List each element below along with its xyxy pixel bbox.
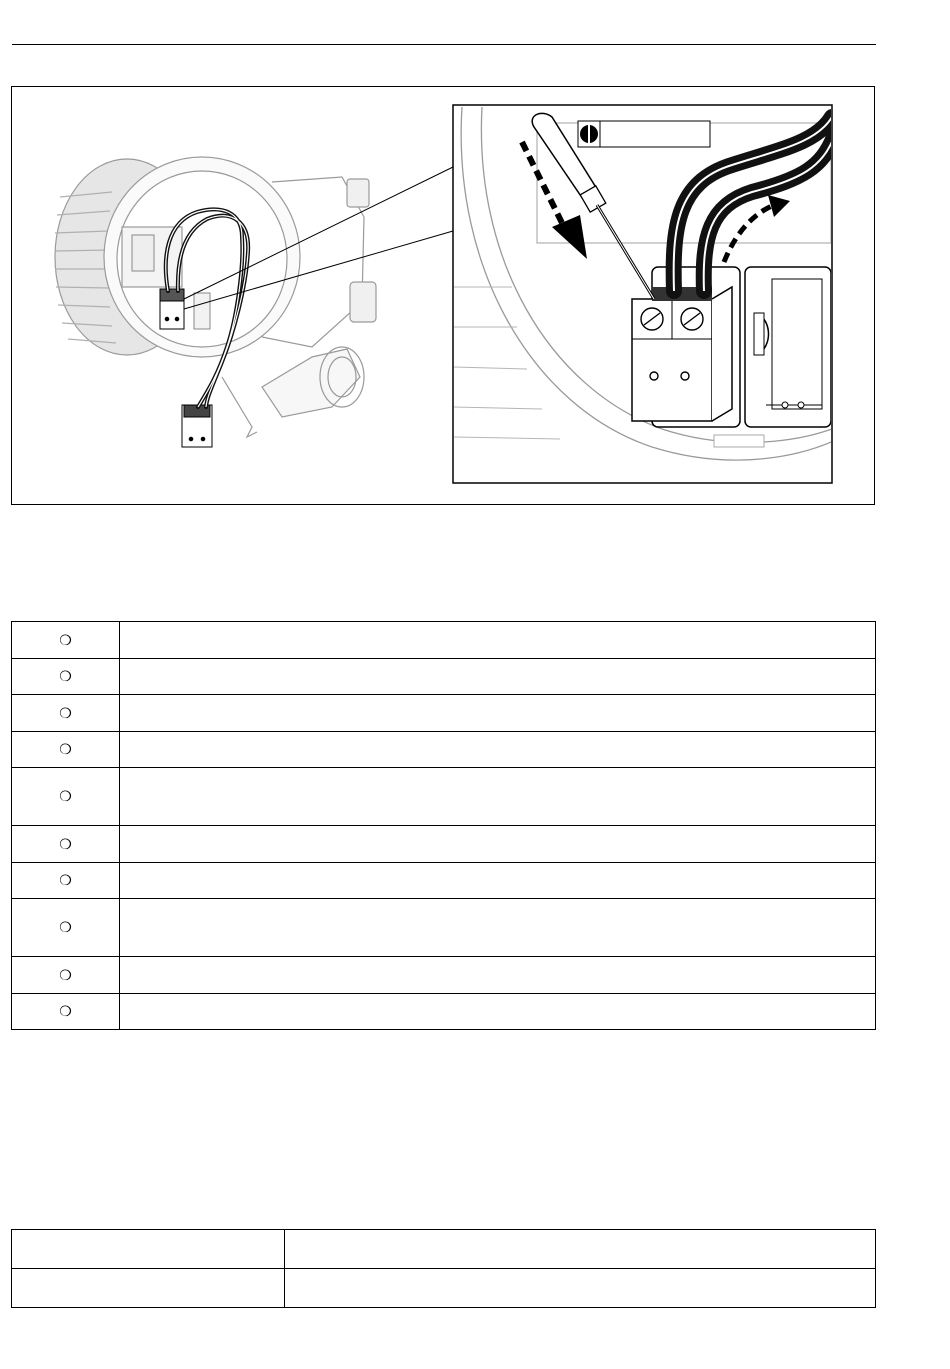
table-row bbox=[12, 826, 876, 863]
table-row bbox=[12, 622, 876, 659]
header-rule bbox=[12, 44, 876, 45]
table-cell bbox=[12, 1230, 285, 1269]
check-circle-icon[interactable]: ❍ bbox=[12, 732, 120, 768]
table-row bbox=[12, 732, 876, 768]
table-row bbox=[12, 1269, 876, 1308]
table-row bbox=[12, 994, 876, 1030]
check-circle-icon[interactable]: ❍ bbox=[12, 863, 120, 899]
checklist-text bbox=[120, 957, 876, 994]
zoom-detail bbox=[453, 105, 842, 483]
table-cell bbox=[285, 1230, 876, 1269]
checklist-text bbox=[120, 659, 876, 695]
wiring-illustration bbox=[12, 87, 876, 506]
checklist-text bbox=[120, 732, 876, 768]
terminal-block-loose bbox=[182, 405, 212, 447]
checklist-text bbox=[120, 622, 876, 659]
table-row bbox=[12, 899, 876, 957]
checklist-text bbox=[120, 826, 876, 863]
check-circle-icon[interactable]: ❍ bbox=[12, 994, 120, 1030]
table-row bbox=[12, 659, 876, 695]
info-table bbox=[11, 1229, 876, 1308]
table-row bbox=[12, 768, 876, 826]
check-circle-icon[interactable]: ❍ bbox=[12, 957, 120, 994]
check-circle-icon[interactable]: ❍ bbox=[12, 826, 120, 863]
check-circle-icon[interactable]: ❍ bbox=[12, 768, 120, 826]
check-circle-icon[interactable]: ❍ bbox=[12, 622, 120, 659]
table-row bbox=[12, 1230, 876, 1269]
check-circle-icon[interactable]: ❍ bbox=[12, 659, 120, 695]
table-row bbox=[12, 863, 876, 899]
checklist-text bbox=[120, 695, 876, 732]
checklist-text bbox=[120, 994, 876, 1030]
housing-overview bbox=[55, 157, 376, 437]
checklist-text bbox=[120, 768, 876, 826]
checklist-text bbox=[120, 863, 876, 899]
table-row bbox=[12, 695, 876, 732]
check-circle-icon[interactable]: ❍ bbox=[12, 899, 120, 957]
checklist-table bbox=[11, 621, 876, 1030]
wiring-figure bbox=[11, 86, 875, 505]
check-circle-icon[interactable]: ❍ bbox=[12, 695, 120, 732]
table-cell bbox=[285, 1269, 876, 1308]
checklist-text bbox=[120, 899, 876, 957]
table-cell bbox=[12, 1269, 285, 1308]
table-row bbox=[12, 957, 876, 994]
